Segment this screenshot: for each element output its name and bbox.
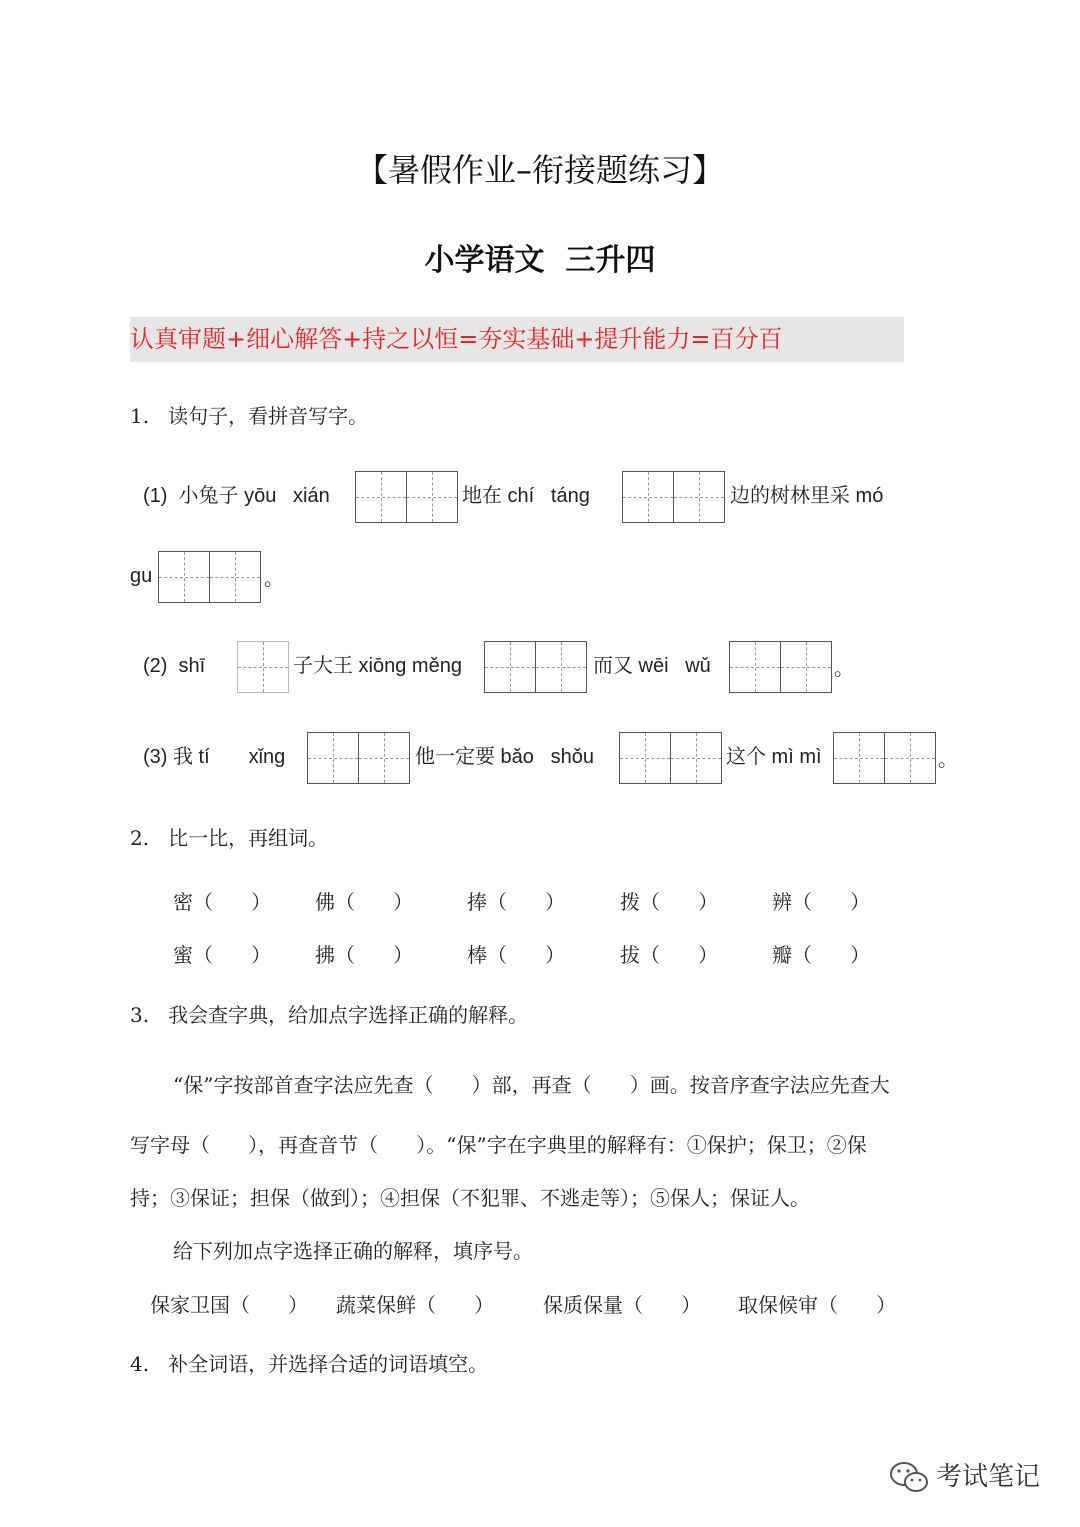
- motto-text: 认真审题+细心解答+持之以恒=夯实基础+提升能力=百分百: [130, 325, 783, 353]
- word-pair: 瓣（ ）: [772, 943, 871, 967]
- motto-banner: [130, 317, 904, 362]
- writing-grid[interactable]: [484, 641, 587, 693]
- word-pair: 拂（ ）: [315, 943, 414, 967]
- q1-text: 边的树林里采 mó: [730, 485, 884, 507]
- question-4-heading: 4. 补全词语，并选择合适的词语填空。: [130, 1352, 489, 1376]
- q3-paragraph: “保”字按部首查字法应先查（ ）部，再查（ ）画。按音序查字法应先查大: [173, 1073, 890, 1097]
- writing-grid[interactable]: [729, 641, 832, 693]
- word-pair: 辨（ ）: [772, 890, 871, 914]
- q3-paragraph: 持；③保证；担保（做到）；④担保（不犯罪、不逃走等）；⑤保人；保证人。: [130, 1186, 810, 1210]
- question-2-heading: 2. 比一比，再组词。: [130, 826, 329, 850]
- word-pair: 佛（ ）: [315, 890, 414, 914]
- writing-grid[interactable]: [622, 471, 725, 523]
- q1-text: 。: [264, 566, 284, 590]
- q1-text: 他一定要 bǎo shǒu: [415, 746, 594, 768]
- word-pair: 密（ ）: [173, 890, 272, 914]
- q1-text: (2) shī: [143, 655, 206, 677]
- q3-word: 取保候审（ ）: [738, 1293, 897, 1317]
- page-subtitle: 小学语文 三升四: [424, 243, 656, 278]
- writing-grid[interactable]: [355, 471, 458, 523]
- q3-word: 保质保量（ ）: [543, 1293, 702, 1317]
- page-title: 【暑假作业–衔接题练习】: [355, 151, 724, 189]
- question-3-heading: 3. 我会查字典，给加点字选择正确的解释。: [130, 1003, 529, 1027]
- writing-grid[interactable]: [307, 732, 410, 784]
- writing-grid[interactable]: [833, 732, 936, 784]
- q1-text: 这个 mì mì: [726, 746, 822, 768]
- q1-text: 而又 wēi wǔ: [593, 655, 711, 677]
- writing-grid[interactable]: [158, 551, 261, 603]
- writing-grid[interactable]: [237, 641, 289, 693]
- word-pair: 拔（ ）: [620, 943, 719, 967]
- q1-text: (1) 小兔子 yōu xián: [143, 485, 330, 507]
- q1-text: 。: [938, 747, 958, 771]
- q1-text: 。: [834, 656, 854, 680]
- q3-paragraph: 写字母（ ），再查音节（ ）。“保”字在字典里的解释有：①保护；保卫；②保: [130, 1133, 867, 1157]
- word-pair: 棒（ ）: [467, 943, 566, 967]
- wechat-icon: [888, 1460, 932, 1496]
- q3-paragraph: 给下列加点字选择正确的解释，填序号。: [173, 1239, 533, 1263]
- question-1-heading: 1. 读句子，看拼音写字。: [130, 404, 369, 428]
- q1-text: (3) 我 tí xǐng: [143, 746, 286, 768]
- q1-text: gu: [130, 565, 153, 587]
- word-pair: 蜜（ ）: [173, 943, 272, 967]
- q3-word: 蔬菜保鲜（ ）: [336, 1293, 495, 1317]
- word-pair: 捧（ ）: [467, 890, 566, 914]
- word-pair: 拨（ ）: [620, 890, 719, 914]
- q1-text: 子大王 xiōng měng: [293, 655, 462, 677]
- q1-text: 地在 chí táng: [462, 485, 590, 507]
- writing-grid[interactable]: [619, 732, 722, 784]
- watermark-text: 考试笔记: [936, 1462, 1041, 1492]
- q3-word: 保家卫国（ ）: [150, 1293, 309, 1317]
